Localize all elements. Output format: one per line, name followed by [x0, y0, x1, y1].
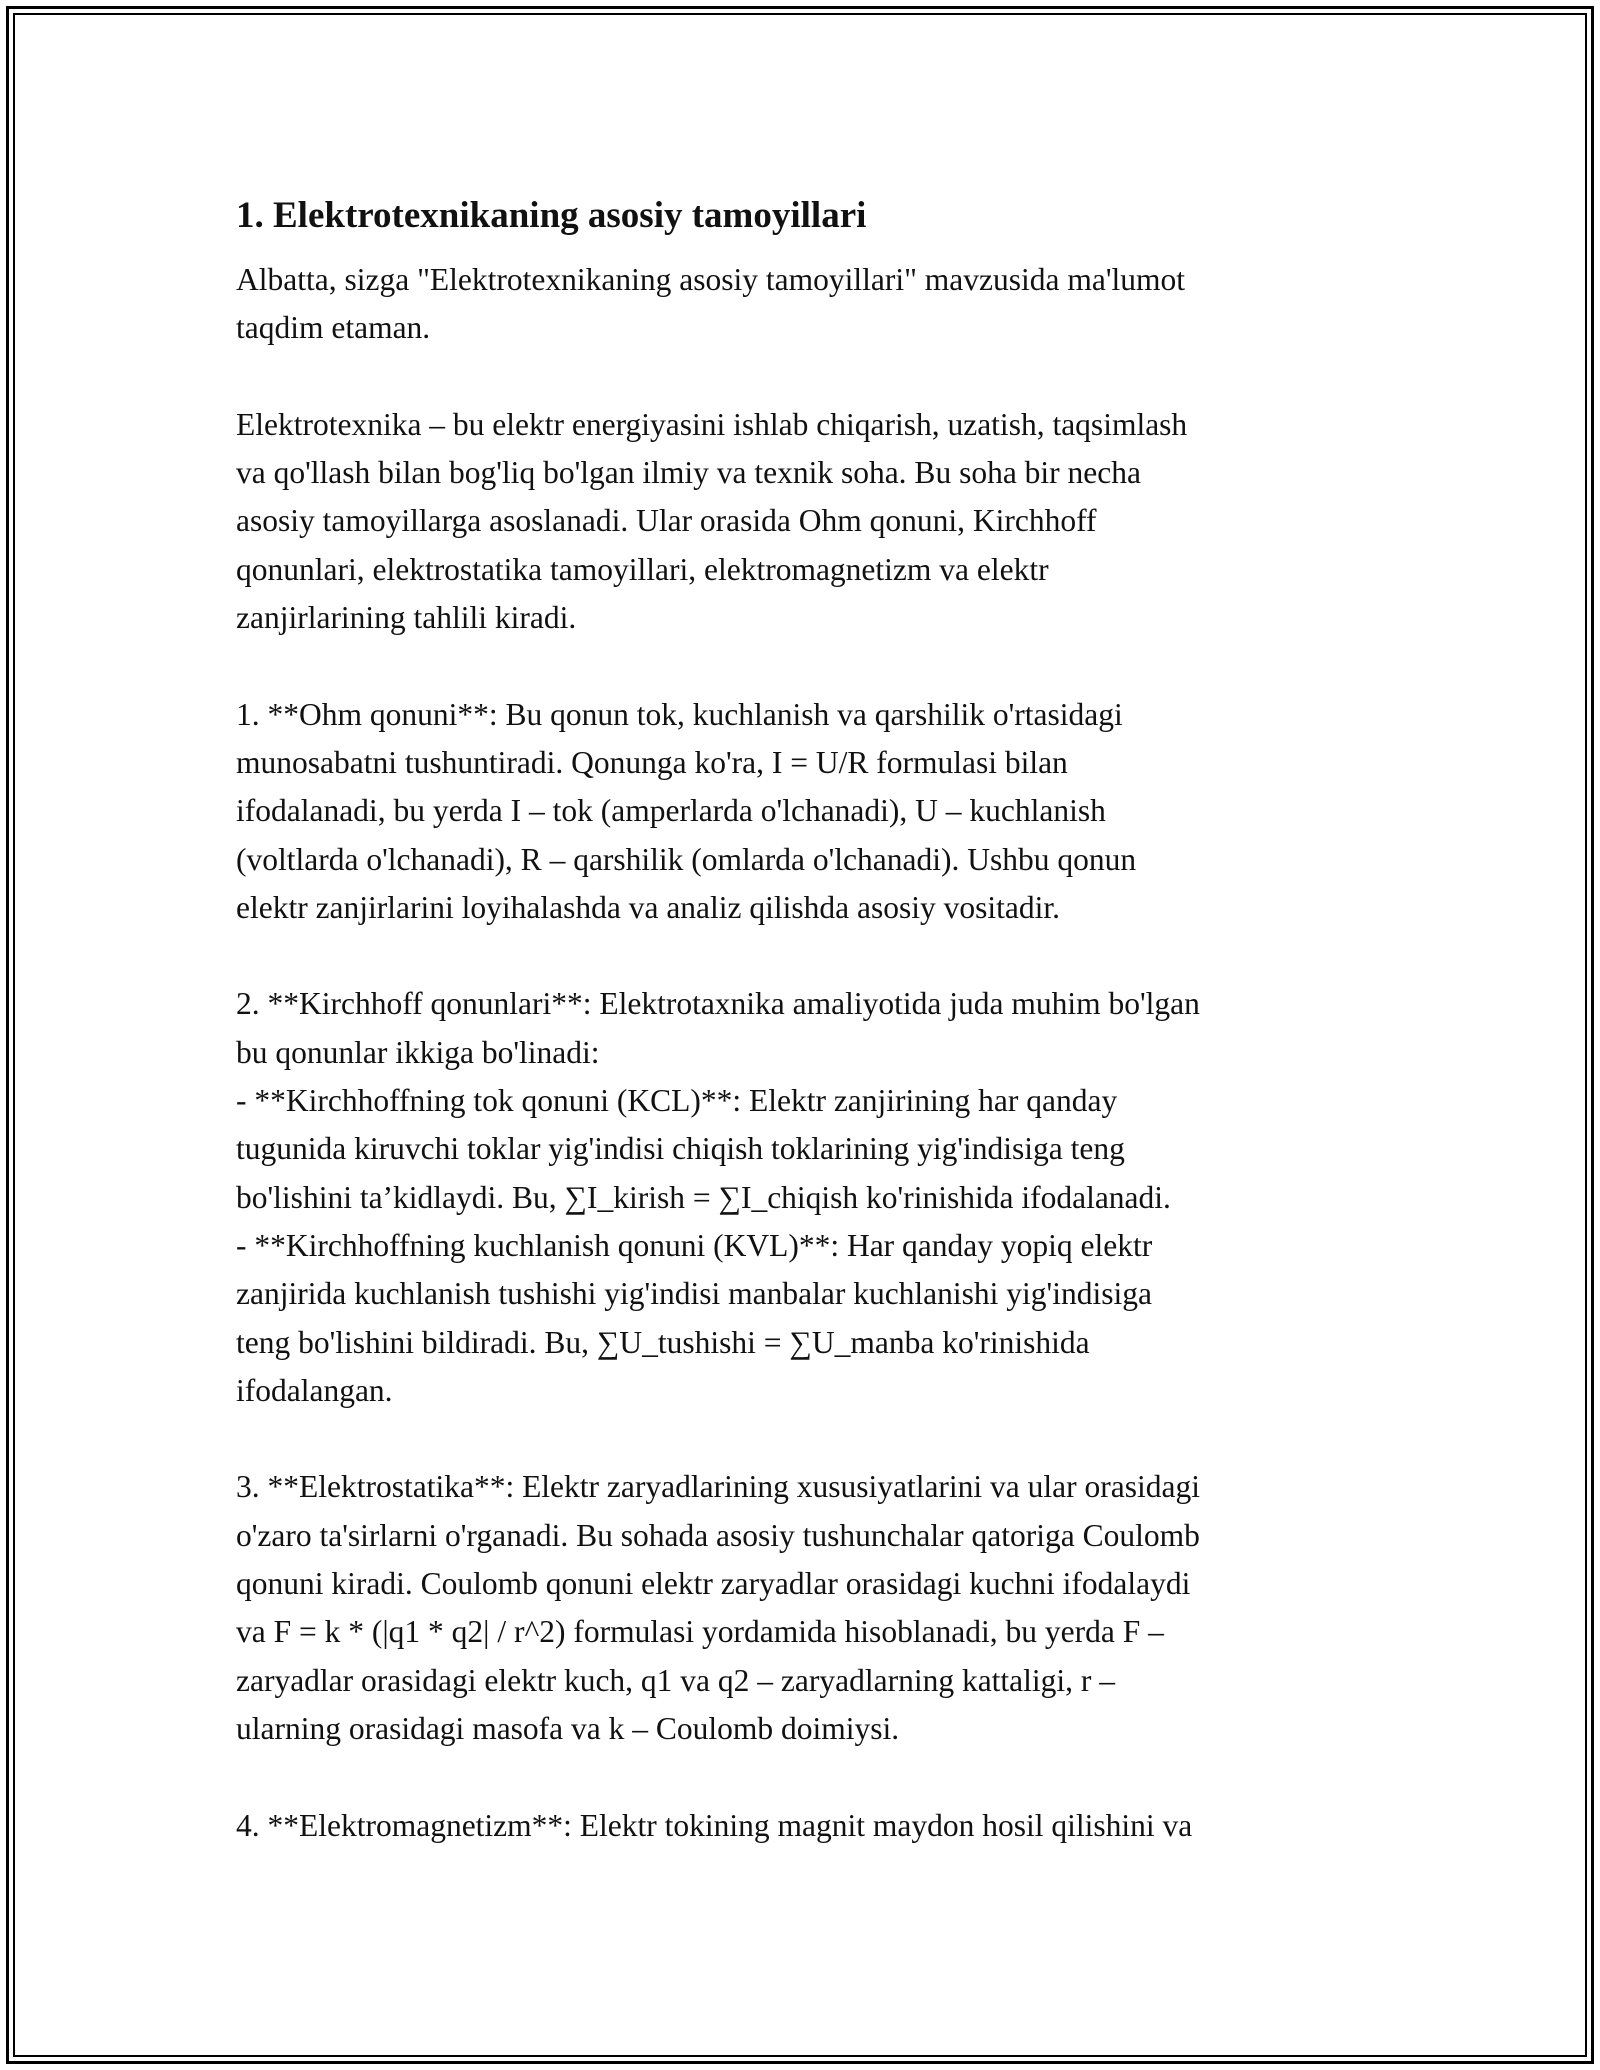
paragraph-electrostatics: 3. **Elektrostatika**: Elektr zaryadlarining xususiyatlarini va ular orasidagi o'zaro ta'sirlarni o'rganadi. Bu sohada asosiy tushunchalar qatoriga Coulomb qonuni kiradi. Coulomb qonuni elektr zaryadlar orasidagi kuchni ifodalaydi va F = k * (|q1 * q2| / r^2) formulasi yordamida hisoblanadi, bu yerda F – zaryadlar orasidagi elektr kuch, q1 va q2 – zaryadlarning kattaligi, r – ularning orasidagi masofa va k – Coulomb doimiysi. [236, 1469, 1200, 1746]
paragraph-definition: Elektrotexnika – bu elektr energiyasini ishlab chiqarish, uzatish, taqsimlash va qo'llash bilan bog'liq bo'lgan ilmiy va texnik soha. Bu soha bir necha asosiy tamoyillarga asoslanadi. Ular orasida Ohm qonuni, Kirchhoff qonunlari, elektrostatika tamoyillari, elektromagnetizm va elektr zanjirlarining tahlili kiradi. [236, 406, 1188, 636]
paragraph-ohm-law: 1. **Ohm qonuni**: Bu qonun tok, kuchlanish va qarshilik o'rtasidagi munosabatni tushuntiradi. Qonunga ko'ra, I = U/R formulasi bilan ifodalanadi, bu yerda I – tok (amperlarda o'lchanadi), U – kuchlanish (voltlarda o'lchanadi), R – qarshilik (omlarda o'lchanadi). Ushbu qonun elektr zanjirlarini loyihalashda va analiz qilishda asosiy vositadir. [236, 696, 1137, 925]
section-heading: 1. Elektrotexnikaning asosiy tamoyillari [236, 195, 867, 236]
paragraph-kirchhoff-laws: 2. **Kirchhoff qonunlari**: Elektrotaxnika amaliyotida juda muhim bo'lgan bu qonunlar ikkiga bo'linadi: - **Kirchhoffning tok qonuni (KCL)**: Elektr zanjirining har qanday tugunida kiruvchi toklar yig'indisi chiqish toklarining yig'indisiga teng bo'lishini ta’kidlaydi. Bu, ∑I_kirish = ∑I_chiqish ko'rinishida ifodalanadi. - **Kirchhoffning kuchlanish qonuni (KVL)**: Har qanday yopiq elektr zanjirida kuchlanish tushishi yig'indisi manbalar kuchlanishi yig'indisiga teng bo'lishini bildiradi. Bu, ∑U_tushishi = ∑U_manba ko'rinishida ifodalangan. [236, 986, 1200, 1408]
paragraph-electromagnetism: 4. **Elektromagnetizm**: Elektr tokining magnit maydon hosil qilishini va [236, 1807, 1193, 1843]
paragraph-intro: Albatta, sizga "Elektrotexnikaning asosiy tamoyillari" mavzusida ma'lumot taqdim etaman. [236, 262, 1186, 346]
document-body [236, 188, 1366, 1850]
